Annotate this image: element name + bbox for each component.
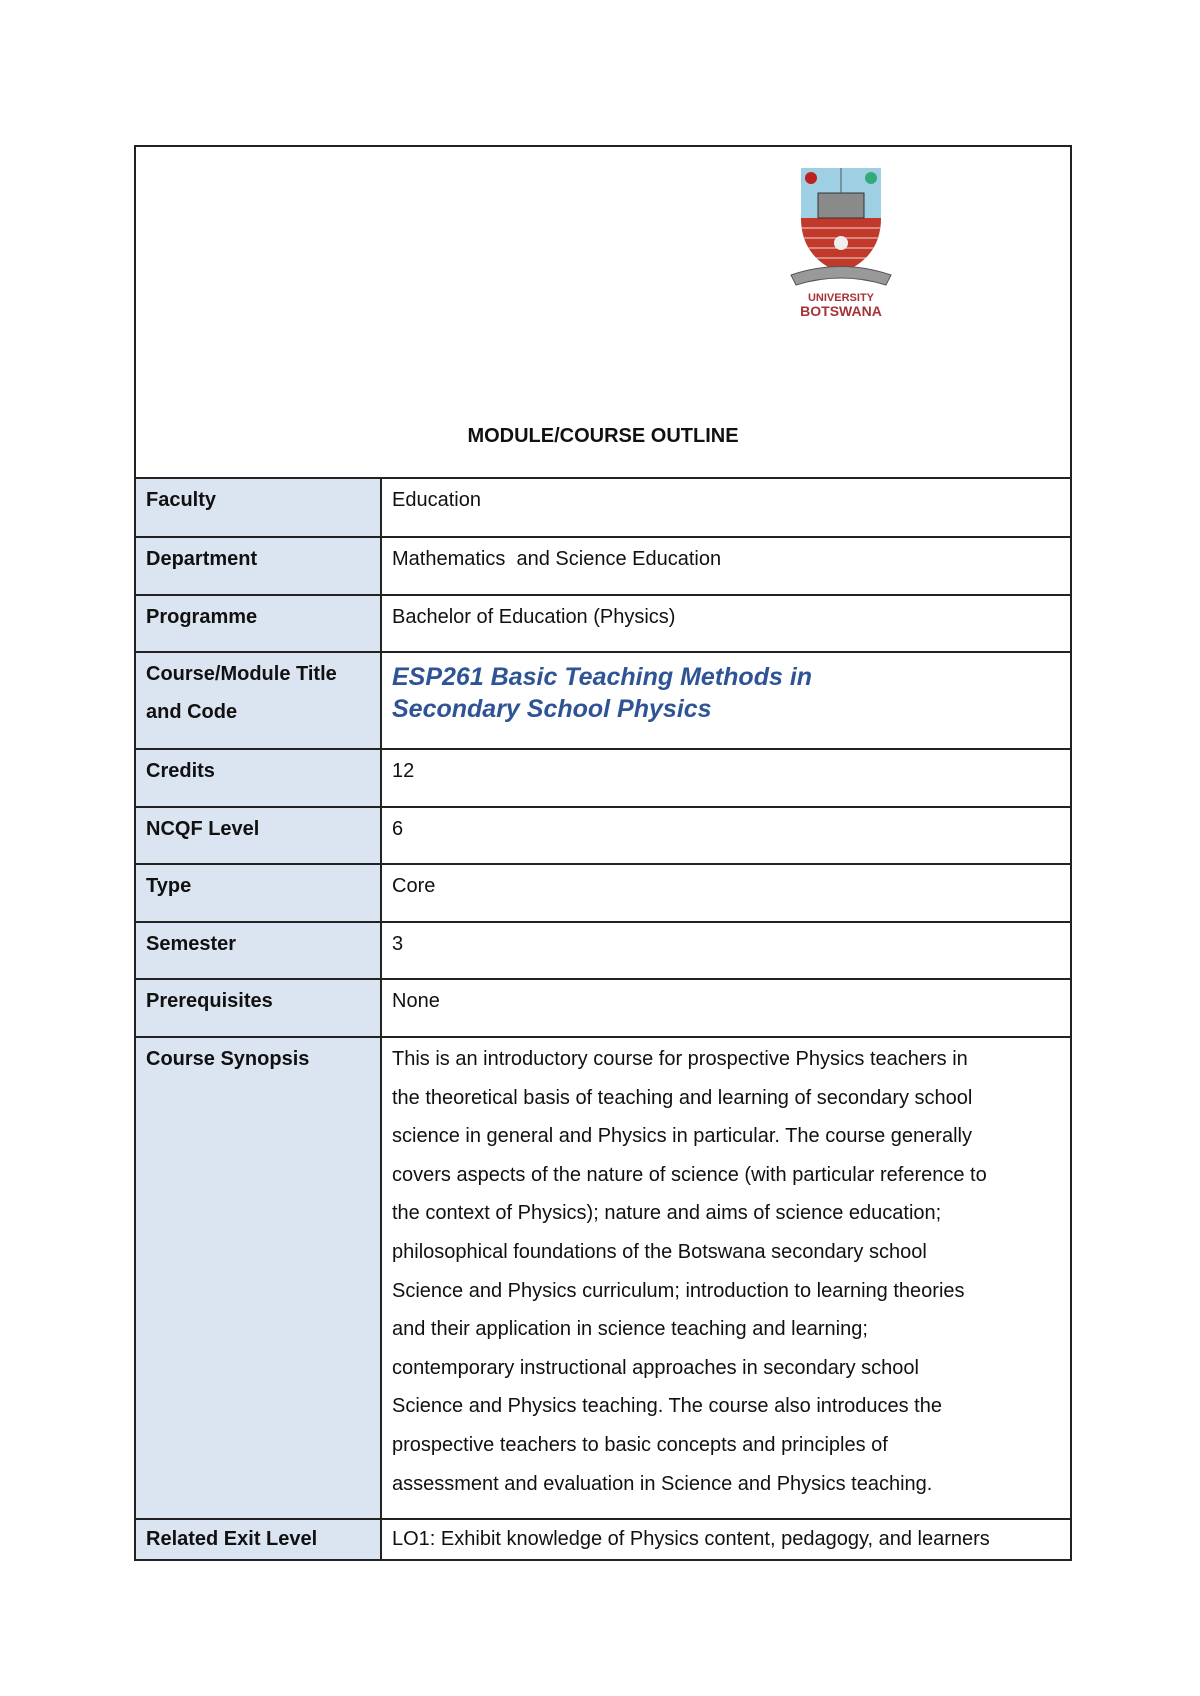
synopsis-line: assessment and evaluation in Science and Physics teaching. bbox=[392, 1472, 933, 1495]
label-programme: Programme bbox=[136, 596, 382, 651]
course-outline-table bbox=[134, 145, 1072, 1561]
value-related-exit-level: LO1: Exhibit knowledge of Physics content, pedagogy, and learners bbox=[392, 1528, 990, 1550]
value-faculty: Education bbox=[392, 489, 481, 511]
value-course-synopsis bbox=[382, 1038, 1070, 1518]
header-cell bbox=[136, 147, 1070, 479]
label-course-title bbox=[136, 653, 382, 748]
label-related-exit-level: Related Exit Level bbox=[136, 1520, 382, 1559]
label-ncqf-level: NCQF Level bbox=[136, 808, 382, 863]
synopsis-line: and their application in science teaching and learning; bbox=[392, 1318, 868, 1341]
value-programme: Bachelor of Education (Physics) bbox=[392, 606, 676, 628]
logo-text-botswana: BOTSWANA bbox=[800, 303, 882, 318]
row-faculty bbox=[136, 479, 1070, 538]
label-type: Type bbox=[136, 865, 382, 921]
row-semester bbox=[136, 923, 1070, 980]
document-title: MODULE/COURSE OUTLINE bbox=[467, 425, 739, 447]
synopsis-line: covers aspects of the nature of science (with particular reference to bbox=[392, 1163, 987, 1186]
value-semester: 3 bbox=[392, 933, 404, 955]
logo-text-university: UNIVERSITY bbox=[807, 292, 875, 304]
value-course-title: ESP261 Basic Teaching Methods in Secondary School Physics bbox=[392, 663, 813, 723]
synopsis-line: Science and Physics curriculum; introduction to learning theories bbox=[392, 1279, 965, 1302]
value-department: Mathematics and Science Education bbox=[392, 548, 722, 570]
synopsis-line: the theoretical basis of teaching and learning of secondary school bbox=[392, 1086, 973, 1109]
value-credits: 12 bbox=[392, 760, 415, 782]
value-ncqf-level: 6 bbox=[392, 818, 404, 840]
row-department bbox=[136, 538, 1070, 596]
synopsis-line: Science and Physics teaching. The course also introduces the bbox=[392, 1395, 942, 1418]
row-related-exit-level bbox=[136, 1520, 1070, 1559]
synopsis-line: philosophical foundations of the Botswana secondary school bbox=[392, 1240, 927, 1263]
label-faculty: Faculty bbox=[136, 479, 382, 536]
row-type bbox=[136, 865, 1070, 923]
synopsis-line: contemporary instructional approaches in secondary school bbox=[392, 1356, 919, 1379]
synopsis-line: This is an introductory course for prospective Physics teachers in bbox=[392, 1048, 968, 1070]
label-semester: Semester bbox=[136, 923, 382, 978]
label-department: Department bbox=[136, 538, 382, 594]
row-programme bbox=[136, 596, 1070, 653]
synopsis-line: prospective teachers to basic concepts and principles of bbox=[392, 1433, 888, 1456]
synopsis-line: science in general and Physics in particular. The course generally bbox=[392, 1125, 972, 1148]
label-course-title-line2: and Code bbox=[146, 701, 238, 723]
label-credits: Credits bbox=[136, 750, 382, 806]
label-course-title-line1: Course/Module Title bbox=[146, 663, 337, 685]
row-credits bbox=[136, 750, 1070, 808]
row-ncqf-level bbox=[136, 808, 1070, 865]
synopsis-line: the context of Physics); nature and aims of science education; bbox=[392, 1202, 942, 1225]
university-logo bbox=[786, 163, 896, 318]
row-course-synopsis bbox=[136, 1038, 1070, 1520]
value-type: Core bbox=[392, 875, 436, 897]
label-prerequisites: Prerequisites bbox=[136, 980, 382, 1036]
value-prerequisites: None bbox=[392, 990, 440, 1012]
label-course-synopsis: Course Synopsis bbox=[136, 1038, 382, 1518]
row-prerequisites bbox=[136, 980, 1070, 1038]
row-course-title bbox=[136, 653, 1070, 750]
